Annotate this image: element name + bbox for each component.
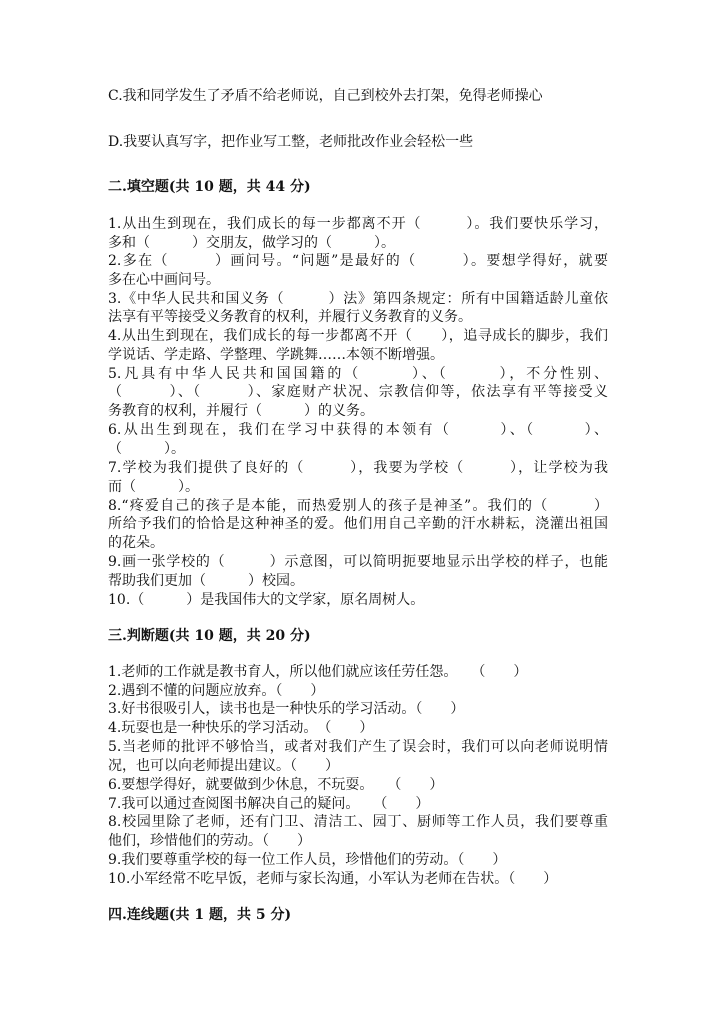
fill-q5-line3: 务教育的权利，并履行（ ）的义务。 <box>108 403 374 419</box>
section2-heading: 二.填空题(共 10 题，共 44 分) <box>108 179 311 195</box>
judge-q8-line1: 8.校园里除了老师，还有门卫、清洁工、园丁、厨师等工作人员，我们要尊重 <box>108 814 608 830</box>
option-c: C.我和同学发生了矛盾不给老师说，自己到校外去打架，免得老师操心 <box>108 88 543 104</box>
fill-q1-line1: 1.从出生到现在，我们成长的每一步都离不开（ ）。我们要快乐学习， <box>108 216 608 232</box>
judge-q5-line1: 5.当老师的批评不够恰当，或者对我们产生了误会时，我们可以向老师说明情 <box>108 739 608 755</box>
section3-heading: 三.判断题(共 10 题，共 20 分) <box>108 628 311 644</box>
fill-q4-line2: 学说话、学走路、学整理、学跳舞……本领不断增强。 <box>108 347 444 363</box>
fill-q3-line2: 法享有平等接受义务教育的权利，并履行义务教育的义务。 <box>108 309 472 325</box>
judge-q3: 3.好书很吸引人，读书也是一种快乐的学习活动。（ ） <box>108 701 465 717</box>
judge-q6: 6.要想学得好，就要做到少休息，不玩耍。 （ ） <box>108 777 444 793</box>
judge-q4: 4.玩耍也是一种快乐的学习活动。 （ ） <box>108 720 374 736</box>
judge-q7: 7.我可以通过查阅图书解决自己的疑问。 （ ） <box>108 796 430 812</box>
section4-heading: 四.连线题(共 1 题，共 5 分) <box>108 907 292 923</box>
judge-q8-line2: 他们，珍惜他们的劳动。（ ） <box>108 833 311 849</box>
fill-q7-line1: 7.学校为我们提供了良好的（ ），我要为学校（ ），让学校为我 <box>108 460 608 476</box>
fill-q2-line1: 2.多在（ ）画问号。“问题”是最好的（ ）。要想学得好，就要 <box>108 253 608 269</box>
fill-q8-line3: 的花朵。 <box>108 535 164 551</box>
fill-q6-line1: 6.从出生到现在，我们在学习中获得的本领有（ ）、（ ）、 <box>108 422 608 438</box>
judge-q2: 2.遇到不懂的问题应放弃。（ ） <box>108 683 325 699</box>
judge-q5-line2: 况，也可以向老师提出建议。（ ） <box>108 758 339 774</box>
option-d: D.我要认真写字，把作业写工整，老师批改作业会轻松一些 <box>108 134 474 150</box>
fill-q8-line2: 所给予我们的恰恰是这种神圣的爱。他们用自己辛勤的汗水耕耘，浇灌出祖国 <box>108 516 608 532</box>
fill-q6-line2: （ ）。 <box>108 441 185 457</box>
fill-q4-line1: 4.从出生到现在，我们成长的每一步都离不开（ ），追寻成长的脚步，我们 <box>108 328 608 344</box>
fill-q5-line1: 5.凡具有中华人民共和国国籍的（ ）、（ ），不分性别、 <box>108 366 608 382</box>
fill-q5-line2: （ ）、（ ）、家庭财产状况、宗教信仰等，依法享有平等接受义 <box>108 384 608 400</box>
fill-q3-line1: 3.《中华人民共和国义务（ ）法》第四条规定：所有中国籍适龄儿童依 <box>108 291 608 307</box>
fill-q1-line2: 多和（ ）交朋友，做学习的（ ）。 <box>108 235 395 251</box>
fill-q9-line2: 帮助我们更加（ ）校园。 <box>108 573 304 589</box>
fill-q8-line1: 8.“疼爱自己的孩子是本能，而热爱别人的孩子是神圣”。我们的（ ） <box>108 498 608 514</box>
fill-q2-line2: 多在心中画问号。 <box>108 272 220 288</box>
fill-q7-line2: 而（ ）。 <box>108 479 199 495</box>
fill-q9-line1: 9.画一张学校的（ ）示意图，可以简明扼要地显示出学校的样子，也能 <box>108 554 608 570</box>
judge-q1: 1.老师的工作就是教书育人，所以他们就应该任劳任怨。 （ ） <box>108 664 528 680</box>
fill-q10: 10.（ ）是我国伟大的文学家，原名周树人。 <box>108 592 425 608</box>
judge-q9: 9.我们要尊重学校的每一位工作人员，珍惜他们的劳动。（ ） <box>108 852 507 868</box>
judge-q10: 10.小军经常不吃早饭，老师与家长沟通，小军认为老师在告状。（ ） <box>108 871 558 887</box>
